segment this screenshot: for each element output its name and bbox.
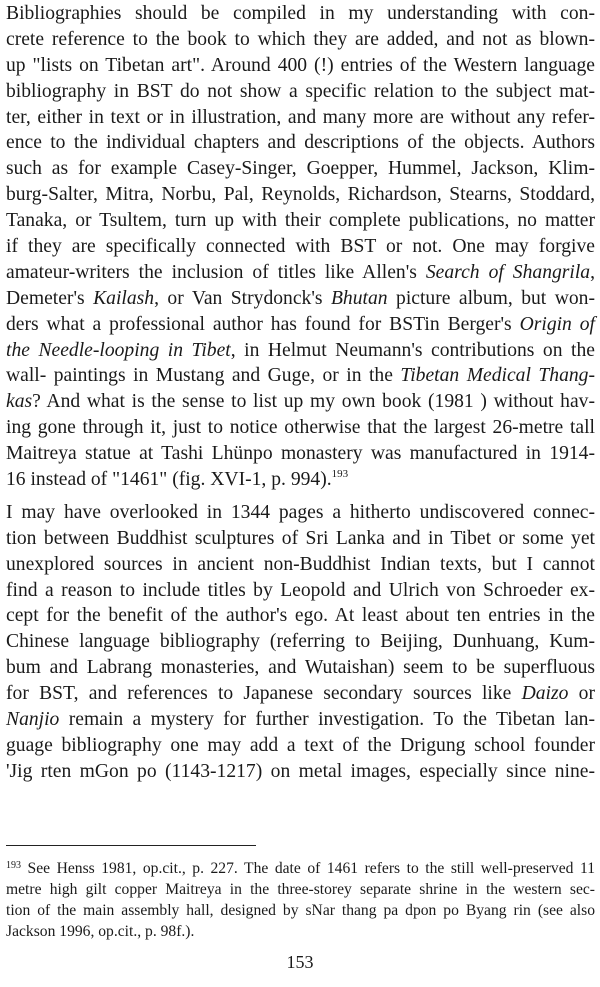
- text-segment: Demeter's: [6, 287, 94, 309]
- text-segment: amateur-writers the inclusion of titles like Allen's: [6, 261, 426, 283]
- footnote-divider: [6, 845, 256, 846]
- text-line: if they are specifically connected with BST or not. One may forgive: [6, 236, 595, 258]
- paragraph-overlooked: [6, 500, 595, 785]
- text-line: [6, 389, 595, 415]
- text-line: cept for the benefit of the author's ego. At least about ten entries in the: [6, 605, 595, 627]
- book-title: Bhutan: [330, 287, 388, 309]
- document-page: [6, 0, 595, 785]
- book-title: Origin of: [519, 313, 595, 335]
- text-line: [6, 338, 595, 364]
- text-line: [6, 286, 595, 312]
- footnote-line: [6, 858, 595, 879]
- text-segment: ,: [590, 261, 596, 283]
- book-title: kas: [6, 391, 33, 413]
- footnote-193: [6, 858, 595, 942]
- text-segment: remain a mystery for further investigation. To the Tibetan lan-: [59, 709, 595, 731]
- book-title: Kailash: [93, 287, 155, 309]
- text-segment: ? And what is the sense to list up my own book (1981 ) without hav-: [32, 391, 595, 413]
- text-line: 'Jig rten mGon po (1143-1217) on metal images, especially since nine-: [6, 760, 595, 782]
- text-segment: or: [568, 683, 595, 705]
- text-line: up "lists on Tibetan art". Around 400 (!) entries of the Western language: [6, 54, 595, 76]
- text-line: [6, 260, 595, 286]
- footnote-line: tion of the main assembly hall, designed by sNar thang pa dpon po Byang rin (see also: [6, 902, 595, 919]
- book-title: Search of Shangrila: [425, 261, 591, 283]
- text-line: ence to the individual chapters and descriptions of the objects. Authors: [6, 132, 595, 154]
- paragraph-bibliographies: [6, 0, 595, 493]
- text-line: guage bibliography one may add a text of the Drigung school founder: [6, 734, 595, 756]
- footnote-number: 193: [6, 860, 21, 871]
- text-line: Chinese language bibliography (referring to Beijing, Dunhuang, Kum-: [6, 631, 595, 653]
- footnote-reference[interactable]: 193: [331, 468, 349, 481]
- footnote-line: metre high gilt copper Maitreya in the three-storey separate shrine in the western sec-: [6, 881, 595, 898]
- text-segment: ders what a professional author has found for BSTin Berger's: [6, 313, 520, 335]
- text-line: [6, 707, 595, 733]
- text-line: [6, 312, 595, 338]
- text-line: bum and Labrang monasteries, and Wutaishan) seem to be superfluous: [6, 657, 595, 679]
- text-line: Maitreya statue at Tashi Lhünpo monastery was manufactured in 1914-: [6, 443, 595, 465]
- text-segment: picture album, but won-: [387, 287, 595, 309]
- text-line: tion between Buddhist sculptures of Sri Lanka and in Tibet or some yet: [6, 527, 595, 549]
- footnote-line: Jackson 1996, op.cit., p. 98f.).: [6, 923, 195, 940]
- text-line: find a reason to include titles by Leopold and Ulrich von Schroeder ex-: [6, 579, 595, 601]
- text-segment: , in Helmut Neumann's contributions on the: [230, 339, 595, 361]
- text-line: ter, either in text or in illustration, and many more are without any refer-: [6, 106, 595, 128]
- text-line: burg-Salter, Mitra, Norbu, Pal, Reynolds, Richardson, Stearns, Stoddard,: [6, 184, 595, 206]
- text-line: crete reference to the book to which they are added, and not as blown-: [6, 28, 595, 50]
- text-segment: See Henss 1981, op.cit., p. 227. The date of 1461 refers to the still well-preserved 11: [21, 860, 595, 877]
- text-segment: 16 instead of "1461" (fig. XVI-1, p. 994).: [6, 469, 332, 491]
- page-number: 153: [286, 952, 314, 972]
- text-line: [6, 363, 595, 389]
- text-line: Tanaka, or Tsultem, turn up with their complete publications, no matter: [6, 210, 595, 232]
- text-line: [6, 467, 595, 493]
- text-line: bibliography in BST do not show a specific relation to the subject mat-: [6, 80, 595, 102]
- book-title: Nanjio: [6, 709, 60, 731]
- book-title: the Needle-looping in Tibet: [6, 339, 231, 361]
- text-line: [6, 681, 595, 707]
- text-line: Bibliographies should be compiled in my understanding with con-: [6, 3, 595, 24]
- text-line: ing gone through it, just to notice otherwise that the largest 26-metre tall: [6, 417, 595, 439]
- text-segment: wall- paintings in Mustang and Guge, or in the: [6, 365, 401, 387]
- text-segment: for BST, and references to Japanese secondary sources like: [6, 683, 522, 705]
- book-title: Tibetan Medical Thang-: [400, 365, 595, 387]
- text-segment: , or Van Strydonck's: [154, 287, 331, 309]
- book-title: Daizo: [521, 683, 569, 705]
- text-line: I may have overlooked in 1344 pages a hitherto undiscovered connec-: [6, 501, 595, 523]
- text-line: unexplored sources in ancient non-Buddhist Indian texts, but I cannot: [6, 553, 595, 575]
- text-line: such as for example Casey-Singer, Goepper, Hummel, Jackson, Klim-: [6, 158, 595, 180]
